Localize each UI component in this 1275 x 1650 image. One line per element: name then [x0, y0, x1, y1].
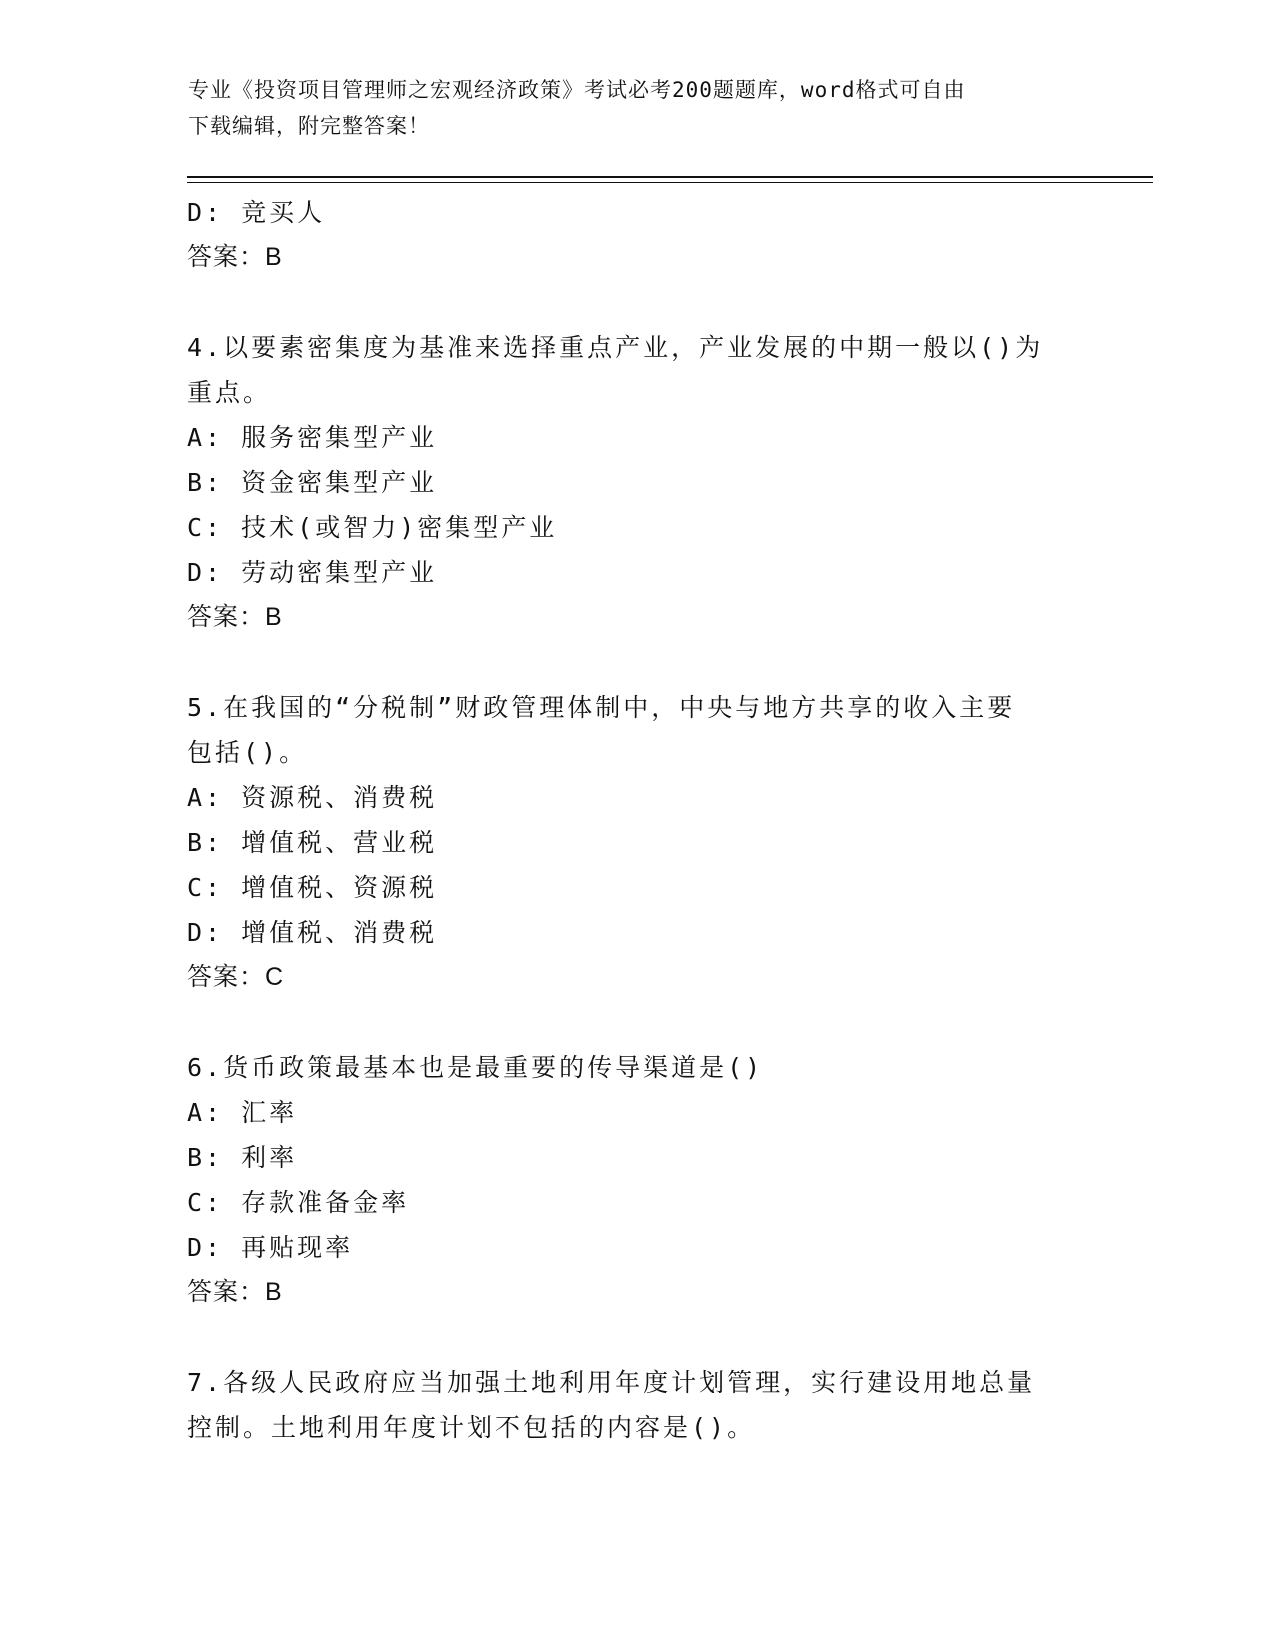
- question-text-line-2: 重点。: [187, 378, 272, 407]
- header-divider-thin: [187, 182, 1153, 183]
- question-5: [187, 685, 1067, 1000]
- option-d: D: 竞买人: [187, 198, 326, 227]
- option-d: D: 劳动密集型产业: [187, 558, 438, 587]
- header-title-line-2: 下载编辑，附完整答案！: [188, 114, 430, 138]
- question-text-line-2: 包括()。: [187, 738, 308, 767]
- option-b: B: 资金密集型产业: [187, 468, 438, 497]
- question-7: [187, 1360, 1067, 1450]
- spacer: [187, 640, 1067, 685]
- option-a: A: 资源税、消费税: [187, 783, 438, 812]
- option-c: C: 存款准备金率: [187, 1188, 410, 1217]
- option-d: D: 增值税、消费税: [187, 918, 438, 947]
- prev-question-tail: [187, 190, 1067, 280]
- option-b: B: 利率: [187, 1143, 298, 1172]
- question-4: [187, 325, 1067, 640]
- option-c: C: 技术(或智力)密集型产业: [187, 513, 558, 542]
- question-6: [187, 1045, 1067, 1315]
- spacer: [187, 1000, 1067, 1045]
- question-text-line-1: 6.货币政策最基本也是最重要的传导渠道是(): [187, 1053, 764, 1082]
- question-text-line-2: 控制。土地利用年度计划不包括的内容是()。: [187, 1413, 756, 1442]
- option-a: A: 汇率: [187, 1098, 298, 1127]
- option-d: D: 再贴现率: [187, 1233, 354, 1262]
- option-b: B: 增值税、营业税: [187, 828, 438, 857]
- spacer: [187, 1315, 1067, 1360]
- answer-line: 答案：B: [187, 1278, 283, 1306]
- option-c: C: 增值税、资源税: [187, 873, 438, 902]
- question-text-line-1: 5.在我国的“分税制”财政管理体制中，中央与地方共享的收入主要: [187, 693, 1016, 722]
- question-content: [187, 190, 1067, 1450]
- answer-line: 答案：C: [187, 963, 285, 991]
- header-title-line-1: 专业《投资项目管理师之宏观经济政策》考试必考200题题库，word格式可自由: [188, 78, 966, 102]
- spacer: [187, 280, 1067, 325]
- answer-line: 答案：B: [187, 243, 283, 271]
- header-divider-thick: [187, 176, 1153, 178]
- document-header: [188, 72, 1068, 144]
- question-text-line-1: 7.各级人民政府应当加强土地利用年度计划管理，实行建设用地总量: [187, 1368, 1036, 1397]
- answer-line: 答案：B: [187, 603, 283, 631]
- question-text-line-1: 4.以要素密集度为基准来选择重点产业，产业发展的中期一般以()为: [187, 333, 1044, 362]
- option-a: A: 服务密集型产业: [187, 423, 438, 452]
